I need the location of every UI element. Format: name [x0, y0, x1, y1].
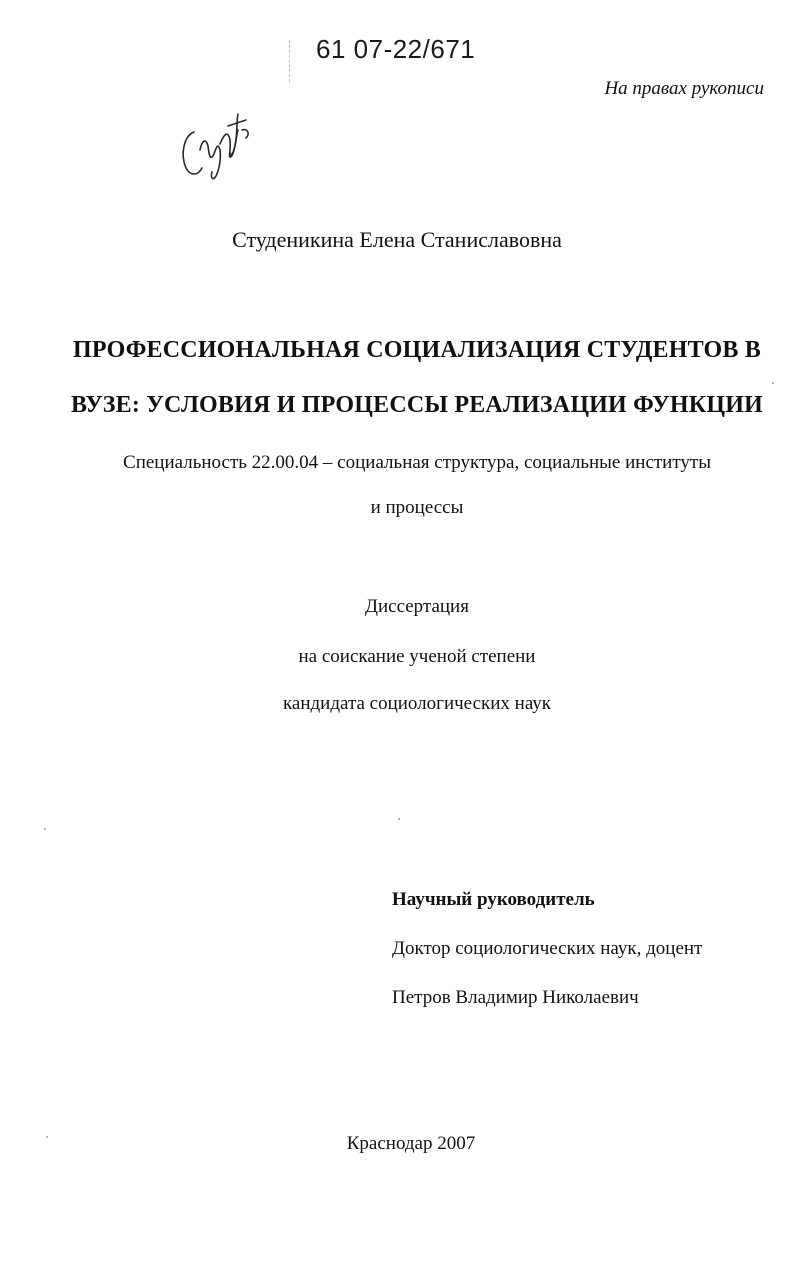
- scan-speck: [46, 1136, 48, 1138]
- scan-speck: [398, 818, 400, 820]
- supervisor-heading: Научный руководитель: [392, 889, 595, 910]
- thesis-title-line-1: ПРОФЕССИОНАЛЬНАЯ СОЦИАЛИЗАЦИЯ СТУДЕНТОВ В: [72, 337, 762, 363]
- signature-icon: [176, 110, 254, 186]
- supervisor-name: Петров Владимир Николаевич: [392, 987, 639, 1008]
- rights-notice: На правах рукописи: [604, 78, 764, 99]
- scan-speck: [772, 382, 774, 384]
- degree-name: кандидата социологических наук: [282, 693, 552, 714]
- thesis-title-line-2: ВУЗЕ: УСЛОВИЯ И ПРОЦЕССЫ РЕАЛИЗАЦИИ ФУНКЦИИ: [71, 392, 763, 418]
- scan-speck: [44, 828, 46, 830]
- specialty-line-1: Специальность 22.00.04 – социальная структура, социальные институты: [123, 452, 711, 473]
- document-type: Диссертация: [365, 596, 469, 617]
- catalog-number: 61 07-22/671: [316, 34, 476, 64]
- scan-artifact-line: [289, 40, 291, 82]
- author-name: Студеникина Елена Станиславовна: [232, 227, 562, 252]
- supervisor-degree: Доктор социологических наук, доцент: [392, 938, 703, 959]
- degree-purpose: на соискание ученой степени: [298, 646, 536, 667]
- specialty-line-2: и процессы: [370, 497, 464, 518]
- city-year: Краснодар 2007: [346, 1133, 476, 1154]
